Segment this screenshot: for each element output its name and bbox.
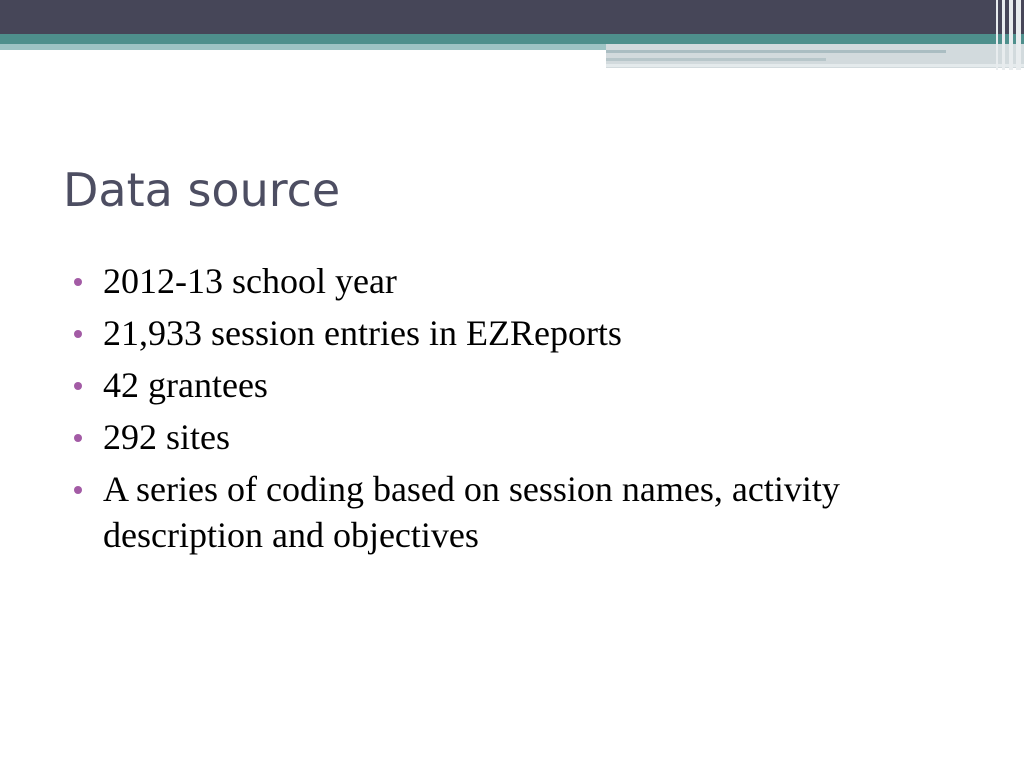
header-stripe [606, 58, 826, 61]
bullet-item [74, 362, 954, 408]
header-light-teal-band [0, 44, 606, 50]
bullet-text: 42 grantees [103, 365, 268, 405]
bullet-dot-icon [74, 382, 82, 390]
bullet-dot-icon [74, 486, 82, 494]
bullet-item [74, 414, 954, 460]
bullet-item [74, 258, 954, 304]
header-vertical-bars [992, 0, 1024, 70]
bullet-dot-icon [74, 330, 82, 338]
bullet-text: A series of coding based on session names, activity description and objectives [103, 469, 840, 555]
bullet-item [74, 310, 954, 356]
bullet-dot-icon [74, 434, 82, 442]
bullet-text: 292 sites [103, 417, 231, 457]
vertical-bar [1002, 0, 1005, 70]
vertical-bar [996, 0, 998, 70]
header-teal-band [0, 34, 1024, 44]
vertical-bar [1016, 0, 1021, 70]
bullet-text: 2012-13 school year [103, 261, 397, 301]
header-gray-band [606, 44, 1024, 68]
header-stripe [606, 64, 1024, 67]
bullet-text: 21,933 session entries in EZReports [103, 313, 622, 353]
header-dark-band [0, 0, 1024, 34]
bullet-dot-icon [74, 278, 82, 286]
header-stripe [606, 50, 946, 53]
bullet-list [74, 258, 954, 564]
vertical-bar [1009, 0, 1013, 70]
bullet-item [74, 466, 954, 558]
slide-title: Data source [63, 163, 341, 217]
